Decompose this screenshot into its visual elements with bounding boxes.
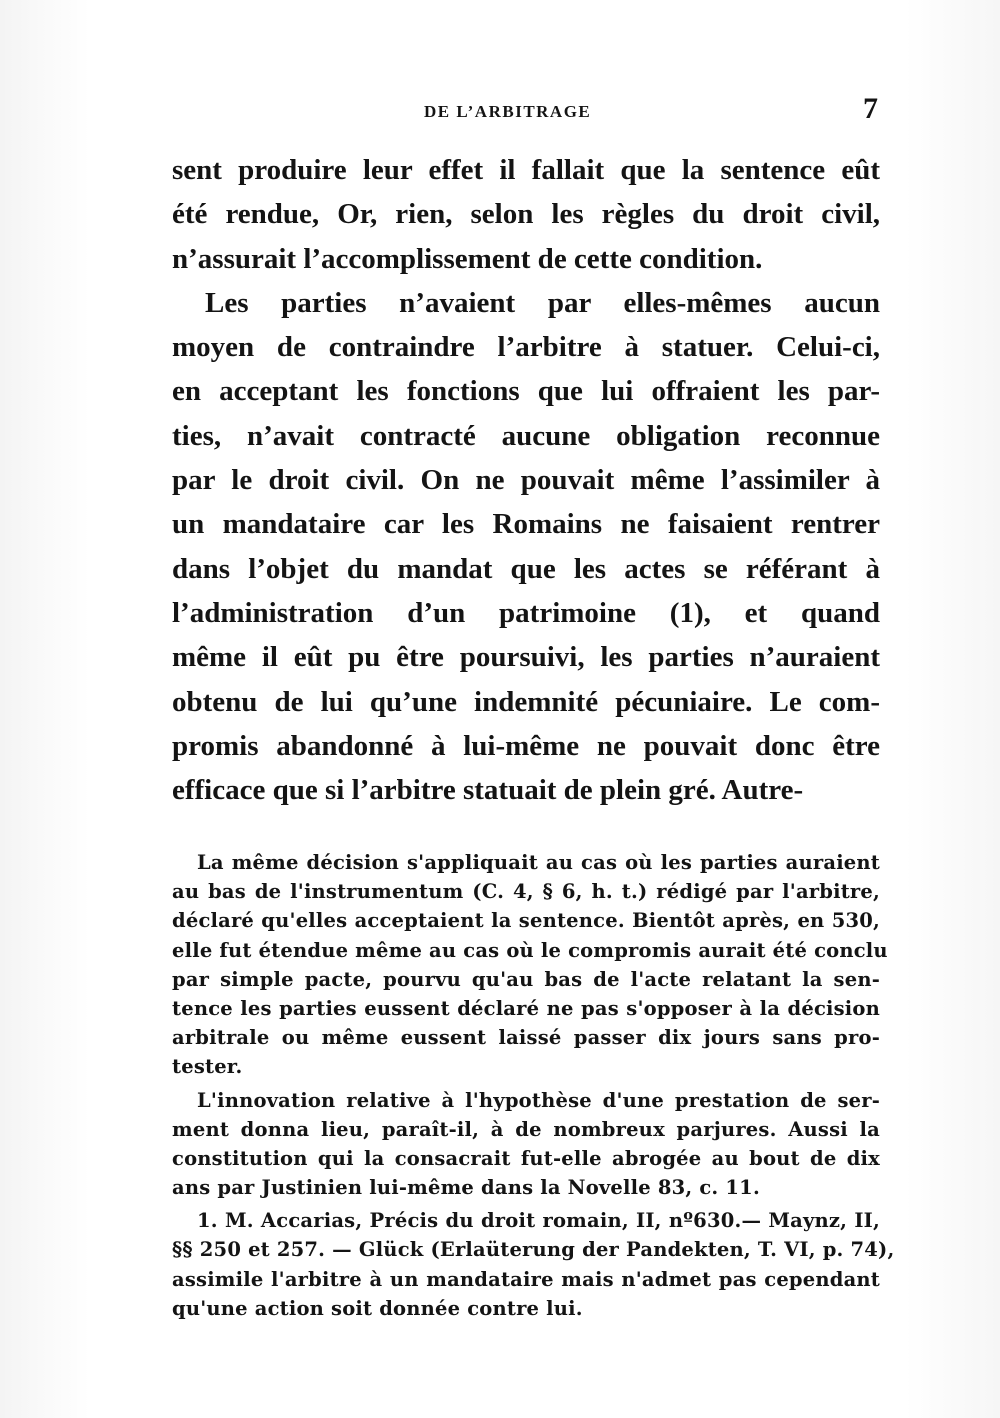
- note-line: tester.: [172, 1055, 243, 1079]
- footnote-line: qu'une action soit donnée contre lui.: [172, 1296, 583, 1320]
- text-line: même il eût pu être poursuivi, les parties n’auraient: [172, 641, 880, 674]
- footnote-line: 1. M. Accarias, Précis du droit romain, II, nº630.— Maynz, II,: [197, 1209, 880, 1233]
- note-line: L'innovation relative à l'hypothèse d'une prestation de ser-: [197, 1088, 880, 1112]
- running-title: DE L’ARBITRAGE: [424, 102, 592, 121]
- text-line: n’assurait l’accomplissement de cette condition.: [172, 242, 763, 275]
- note-line: tence les parties eussent déclaré ne pas s'opposer à la décision: [172, 996, 880, 1020]
- note-line: au bas de l'instrumentum (C. 4, § 6, h. t.) rédigé par l'arbitre,: [172, 880, 880, 904]
- text-line: l’administration d’un patrimoine (1), et quand: [172, 596, 880, 629]
- text-line: un mandataire car les Romains ne faisaient rentrer: [172, 508, 880, 541]
- note-line: constitution qui la consacrait fut-elle abrogée au bout de dix: [172, 1146, 880, 1170]
- note-line: arbitrale ou même eussent laissé passer dix jours sans pro-: [172, 1026, 880, 1050]
- text-line: dans l’objet du mandat que les actes se référant à: [172, 552, 880, 585]
- footnotes: [172, 848, 895, 1323]
- page-header: [172, 92, 880, 126]
- text-line: été rendue, Or, rien, selon les règles du droit civil,: [172, 198, 880, 231]
- note-line: elle fut étendue même au cas où le compromis aurait été conclu: [172, 938, 888, 962]
- text-line: sent produire leur effet il fallait que la sentence eût: [172, 154, 880, 186]
- note-line: par simple pacte, pourvu qu'au bas de l'acte relatant la sen-: [172, 967, 880, 991]
- footnote-line: §§ 250 et 257. — Glück (Erlaüterung der Pandekten, T. VI, p. 74),: [172, 1238, 895, 1262]
- text-line: ties, n’avait contracté aucune obligation reconnue: [172, 419, 880, 452]
- text-line: obtenu de lui qu’une indemnité pécuniaire. Le com-: [172, 685, 880, 718]
- page-number: 7: [863, 92, 878, 125]
- main-text: [172, 148, 880, 812]
- note-line: ment donna lieu, paraît-il, à de nombreux parjures. Aussi la: [172, 1117, 880, 1141]
- text-line: Les parties n’avaient par elles-mêmes aucun: [205, 286, 880, 319]
- footnote-line: assimile l'arbitre à un mandataire mais n'admet pas cependant: [172, 1267, 880, 1291]
- text-line: moyen de contraindre l’arbitre à statuer. Celui-ci,: [172, 331, 880, 364]
- text-line: efficace que si l’arbitre statuait de plein gré. Autre-: [172, 774, 804, 807]
- text-line: par le droit civil. On ne pouvait même l’assimiler à: [172, 464, 880, 497]
- note-line: ans par Justinien lui-même dans la Novelle 83, c. 11.: [172, 1176, 760, 1200]
- note-line: déclaré qu'elles acceptaient la sentence. Bientôt après, en 530,: [172, 909, 880, 933]
- note-line: La même décision s'appliquait au cas où les parties auraient: [197, 851, 880, 874]
- text-line: promis abandonné à lui-même ne pouvait donc être: [172, 729, 880, 762]
- text-line: en acceptant les fonctions que lui offraient les par-: [172, 375, 880, 408]
